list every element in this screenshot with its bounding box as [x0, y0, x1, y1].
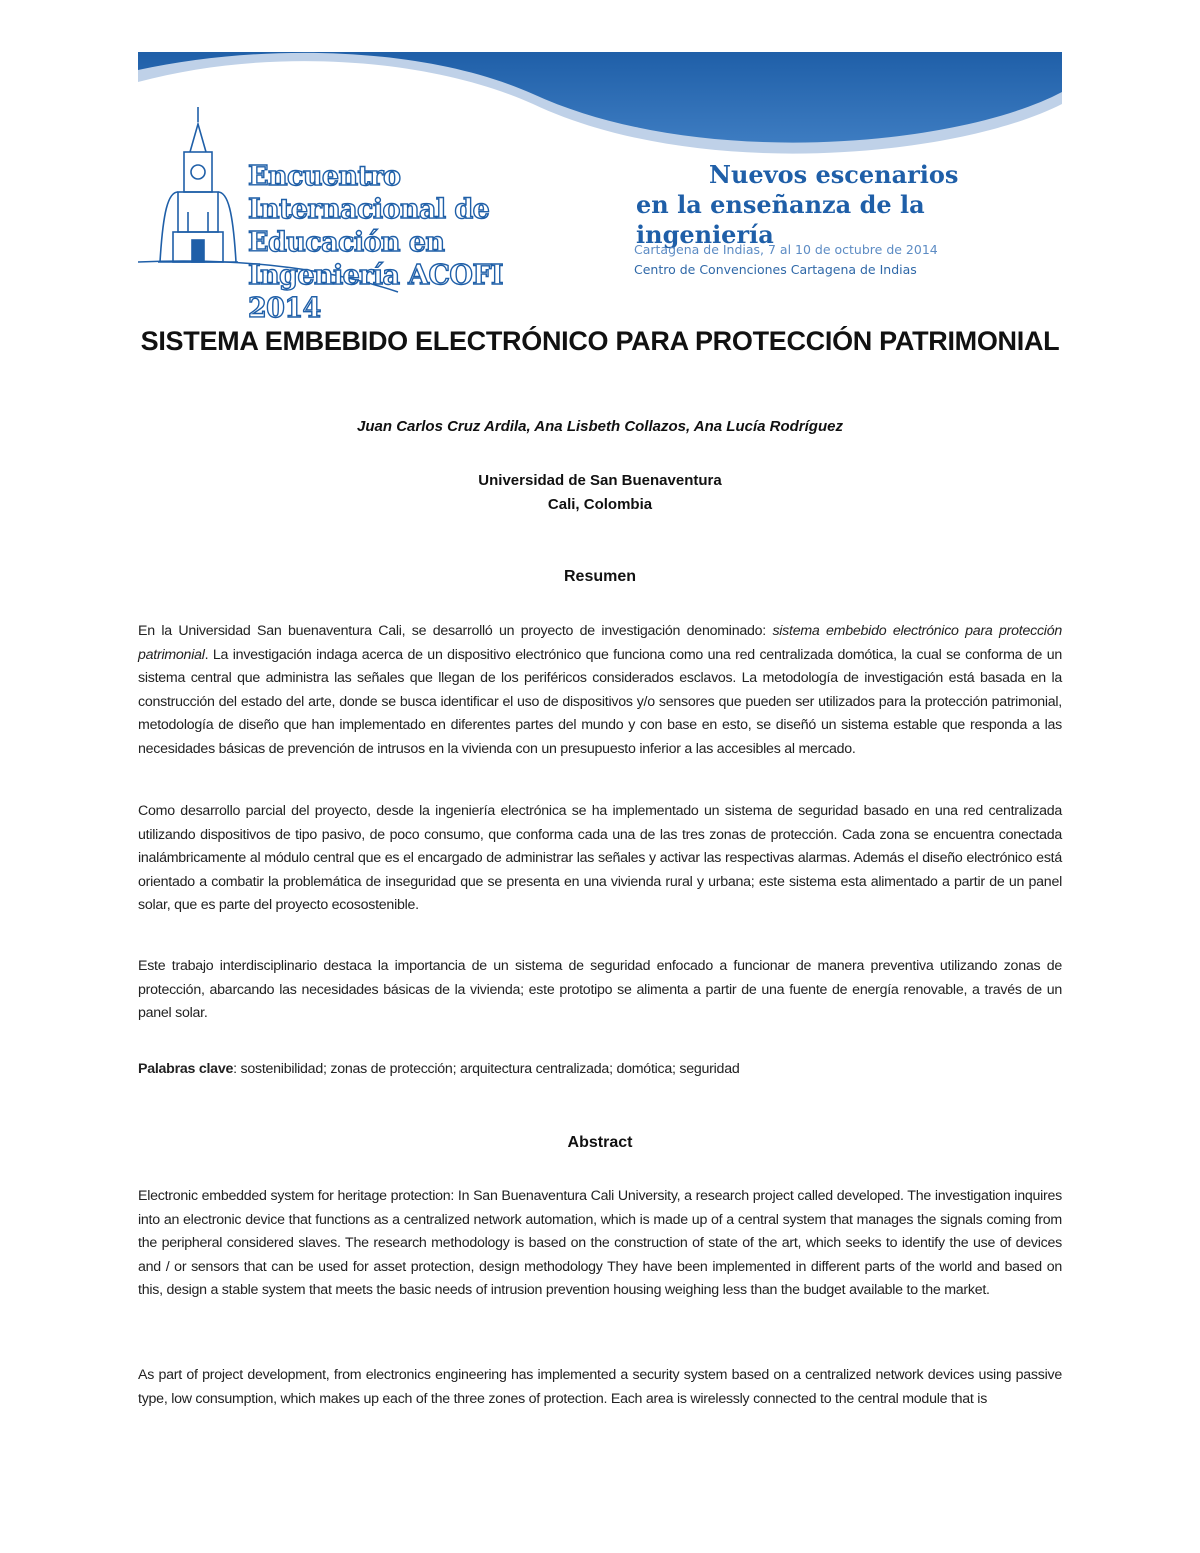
slogan-line-2: en la enseñanza de la ingeniería	[636, 190, 925, 249]
keywords-list: : sostenibilidad; zonas de protección; arquitectura centralizada; domótica; seguridad	[233, 1061, 740, 1077]
abstract-paragraph-2: As part of project development, from electronics engineering has implemented a security system based on a centralized network devices using passive type, low consumption, which makes up each of the three zones of protection. Each area is wirelessly connected to the central module that is	[138, 1367, 1062, 1407]
affiliation-line-1: Universidad de San Buenaventura	[478, 472, 722, 489]
resumen-paragraph-2: Como desarrollo parcial del proyecto, desde la ingeniería electrónica se ha implementado un sistema de seguridad basado en una red centralizada utilizando dispositivos de tipo pasivo, de poco consumo, que conforma cada una de las tres zonas de protección. Cada zona se encuentra conectada inalámbricamente al módulo central que es el encargado de administrar las señales y activar las respectivas alarmas. Además el diseño electrónico está orientado a combatir la problemática de inseguridad que se presenta en una vivienda rural y urbana; este sistema esta alimentado a partir de un panel solar, que es parte del proyecto ecosostenible.	[138, 803, 1062, 914]
resumen-heading: Resumen	[563, 568, 637, 585]
resumen-p1-start: En la Universidad San buenaventura Cali, se desarrolló un proyecto de investigación denominado:	[138, 623, 773, 639]
paper-authors: Juan Carlos Cruz Ardila, Ana Lisbeth Collazos, Ana Lucía Rodríguez	[357, 418, 843, 435]
resumen-paragraph-3: Este trabajo interdisciplinario destaca la importancia de un sistema de seguridad enfocado a funcionar de manera preventiva utilizando zonas de protección, abarcando las necesidades básicas de la vivienda; este prototipo se alimenta a partir de una fuente de energía renovable, a través de un panel solar.	[138, 958, 1062, 1022]
keywords	[138, 1058, 1062, 1082]
conference-date: Cartagena de Indias, 7 al 10 de octubre de 2014	[634, 242, 938, 257]
abstract-heading: Abstract	[567, 1134, 633, 1151]
paper-affiliation	[0, 469, 1200, 517]
logo-line-2: Educación en Ingeniería ACOFI 2014	[248, 227, 503, 324]
banner-wave	[138, 52, 1062, 143]
resumen-paragraph-1	[138, 620, 1062, 762]
keywords-label: Palabras clave	[138, 1061, 234, 1077]
conference-slogan	[636, 160, 1062, 250]
abstract-paragraph-1: Electronic embedded system for heritage protection: In San Buenaventura Cali University, a research project called developed. The investigation inquires into an electronic device that functions as a centralized network automation, which is made up of a central system that manages the signals coming from the peripheral considered slaves. The research methodology is based on the construction of state of the art, which seeks to identify the use of devices and / or sensors that can be used for asset protection, design methodology They have been implemented in different parts of the world and based on this, design a stable system that meets the basic needs of intrusion prevention housing weighing less than the budget available to the market.	[138, 1188, 1062, 1299]
paper-title: SISTEMA EMBEBIDO ELECTRÓNICO PARA PROTECCIÓN PATRIMONIAL	[140, 326, 1060, 356]
resumen-p1-italic: sistema embebido electrónico para protección patrimonial	[138, 623, 1062, 663]
slogan-line-1: Nuevos escenarios	[709, 160, 959, 189]
conference-location: Centro de Convenciones Cartagena de Indias	[634, 262, 917, 277]
affiliation-line-2: Cali, Colombia	[547, 496, 653, 513]
conference-venue	[634, 240, 938, 280]
conference-logo-text	[248, 160, 578, 325]
cathedral-icon	[158, 107, 238, 262]
resumen-p1-end: . La investigación indaga acerca de un dispositivo electrónico que funciona como una red centralizada domótica, la cual se conforma de un sistema central que administra las señales que llegan de los periféricos considerados esclavos. La metodología de investigación está basada en la construcción del estado del arte, donde se busca identificar el uso de dispositivos y/o sensores que pueden ser utilizados para la protección patrimonial, metodología de diseño que han implementado en diferentes partes del mundo y con base en esto, se diseñó un sistema estable que responda a las necesidades básicas de prevención de intrusos en la vivienda con un presupuesto inferior a las accesibles al mercado.	[138, 646, 1062, 757]
conference-banner	[138, 52, 1062, 324]
logo-line-1: Encuentro Internacional de	[248, 161, 490, 225]
